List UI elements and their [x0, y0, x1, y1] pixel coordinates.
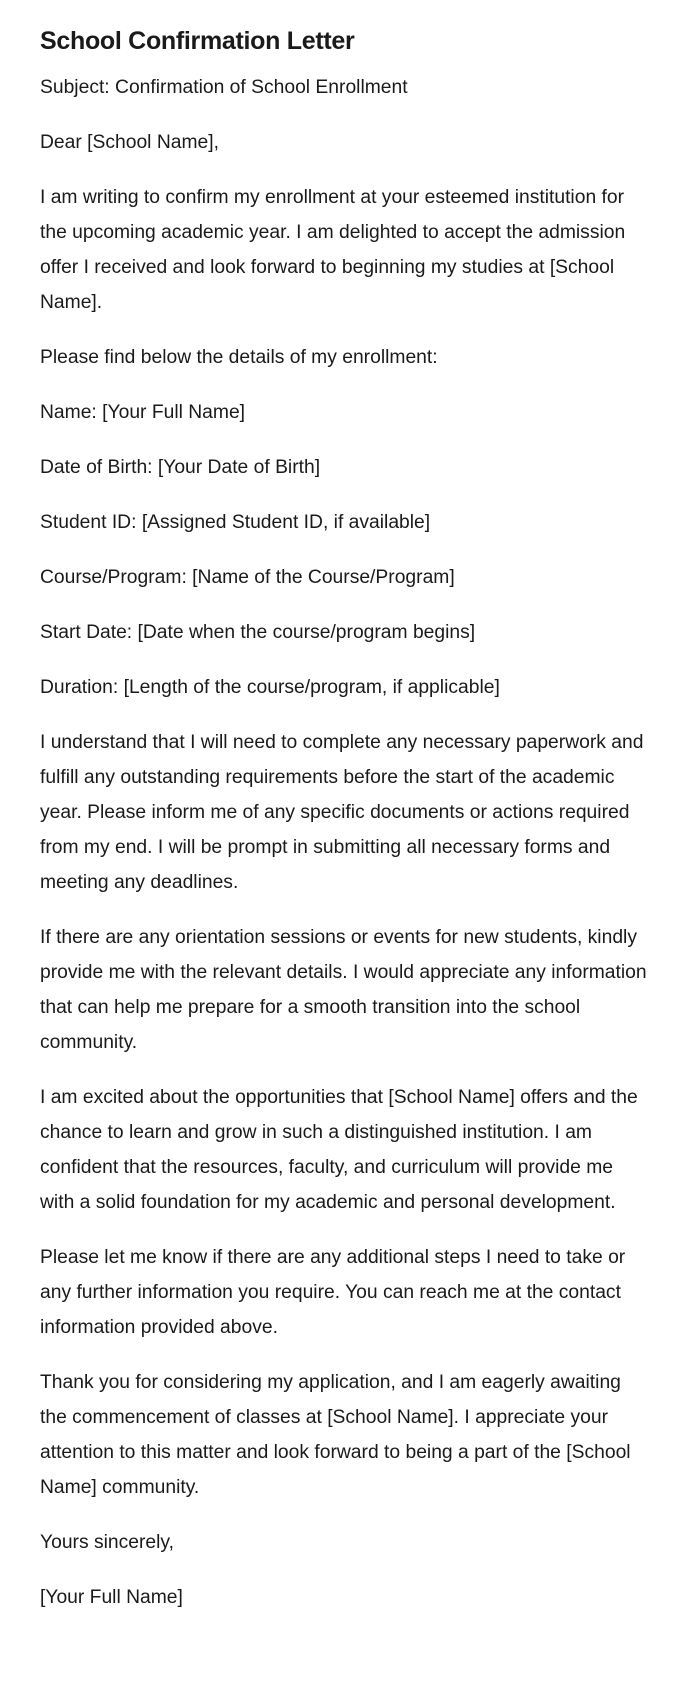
- paperwork-paragraph: I understand that I will need to complete any necessary paperwork and fulfill any outstanding requirements before the start of the academic year. Please inform me of any specific documents or actions required from my end. I will be prompt in submitting all necessary forms and meeting any deadlines.: [40, 732, 644, 893]
- detail-student-id: Student ID: [Assigned Student ID, if available]: [40, 512, 431, 533]
- orientation-paragraph: If there are any orientation sessions or events for new students, kindly provide me with the relevant details. I would appreciate any information that can help me prepare for a smooth transition into the school community.: [40, 927, 647, 1053]
- detail-course-program: Course/Program: [Name of the Course/Program]: [40, 567, 455, 588]
- intro-paragraph: I am writing to confirm my enrollment at your esteemed institution for the upcoming academic year. I am delighted to accept the admission offer I received and look forward to beginning my studies at [School Name].: [40, 187, 626, 313]
- subject-line: Subject: Confirmation of School Enrollment: [40, 77, 408, 98]
- detail-duration: Duration: [Length of the course/program, if applicable]: [40, 677, 500, 698]
- greeting: Dear [School Name],: [40, 132, 219, 153]
- closing: Yours sincerely,: [40, 1532, 174, 1553]
- letter-title: School Confirmation Letter: [40, 27, 355, 55]
- thanks-paragraph: Thank you for considering my application, and I am eagerly awaiting the commencement of classes at [School Name]. I appreciate your attention to this matter and look forward to being a part of the [School Name] community.: [40, 1372, 631, 1498]
- details-intro: Please find below the details of my enrollment:: [40, 347, 438, 368]
- detail-name: Name: [Your Full Name]: [40, 402, 246, 423]
- next-steps-paragraph: Please let me know if there are any additional steps I need to take or any further information you require. You can reach me at the contact information provided above.: [40, 1247, 626, 1338]
- signature: [Your Full Name]: [40, 1587, 183, 1608]
- excitement-paragraph: I am excited about the opportunities that [School Name] offers and the chance to learn and grow in such a distinguished institution. I am confident that the resources, faculty, and curriculum will provide me with a solid foundation for my academic and personal development.: [40, 1087, 638, 1213]
- detail-start-date: Start Date: [Date when the course/program begins]: [40, 622, 476, 643]
- detail-date-of-birth: Date of Birth: [Your Date of Birth]: [40, 457, 321, 478]
